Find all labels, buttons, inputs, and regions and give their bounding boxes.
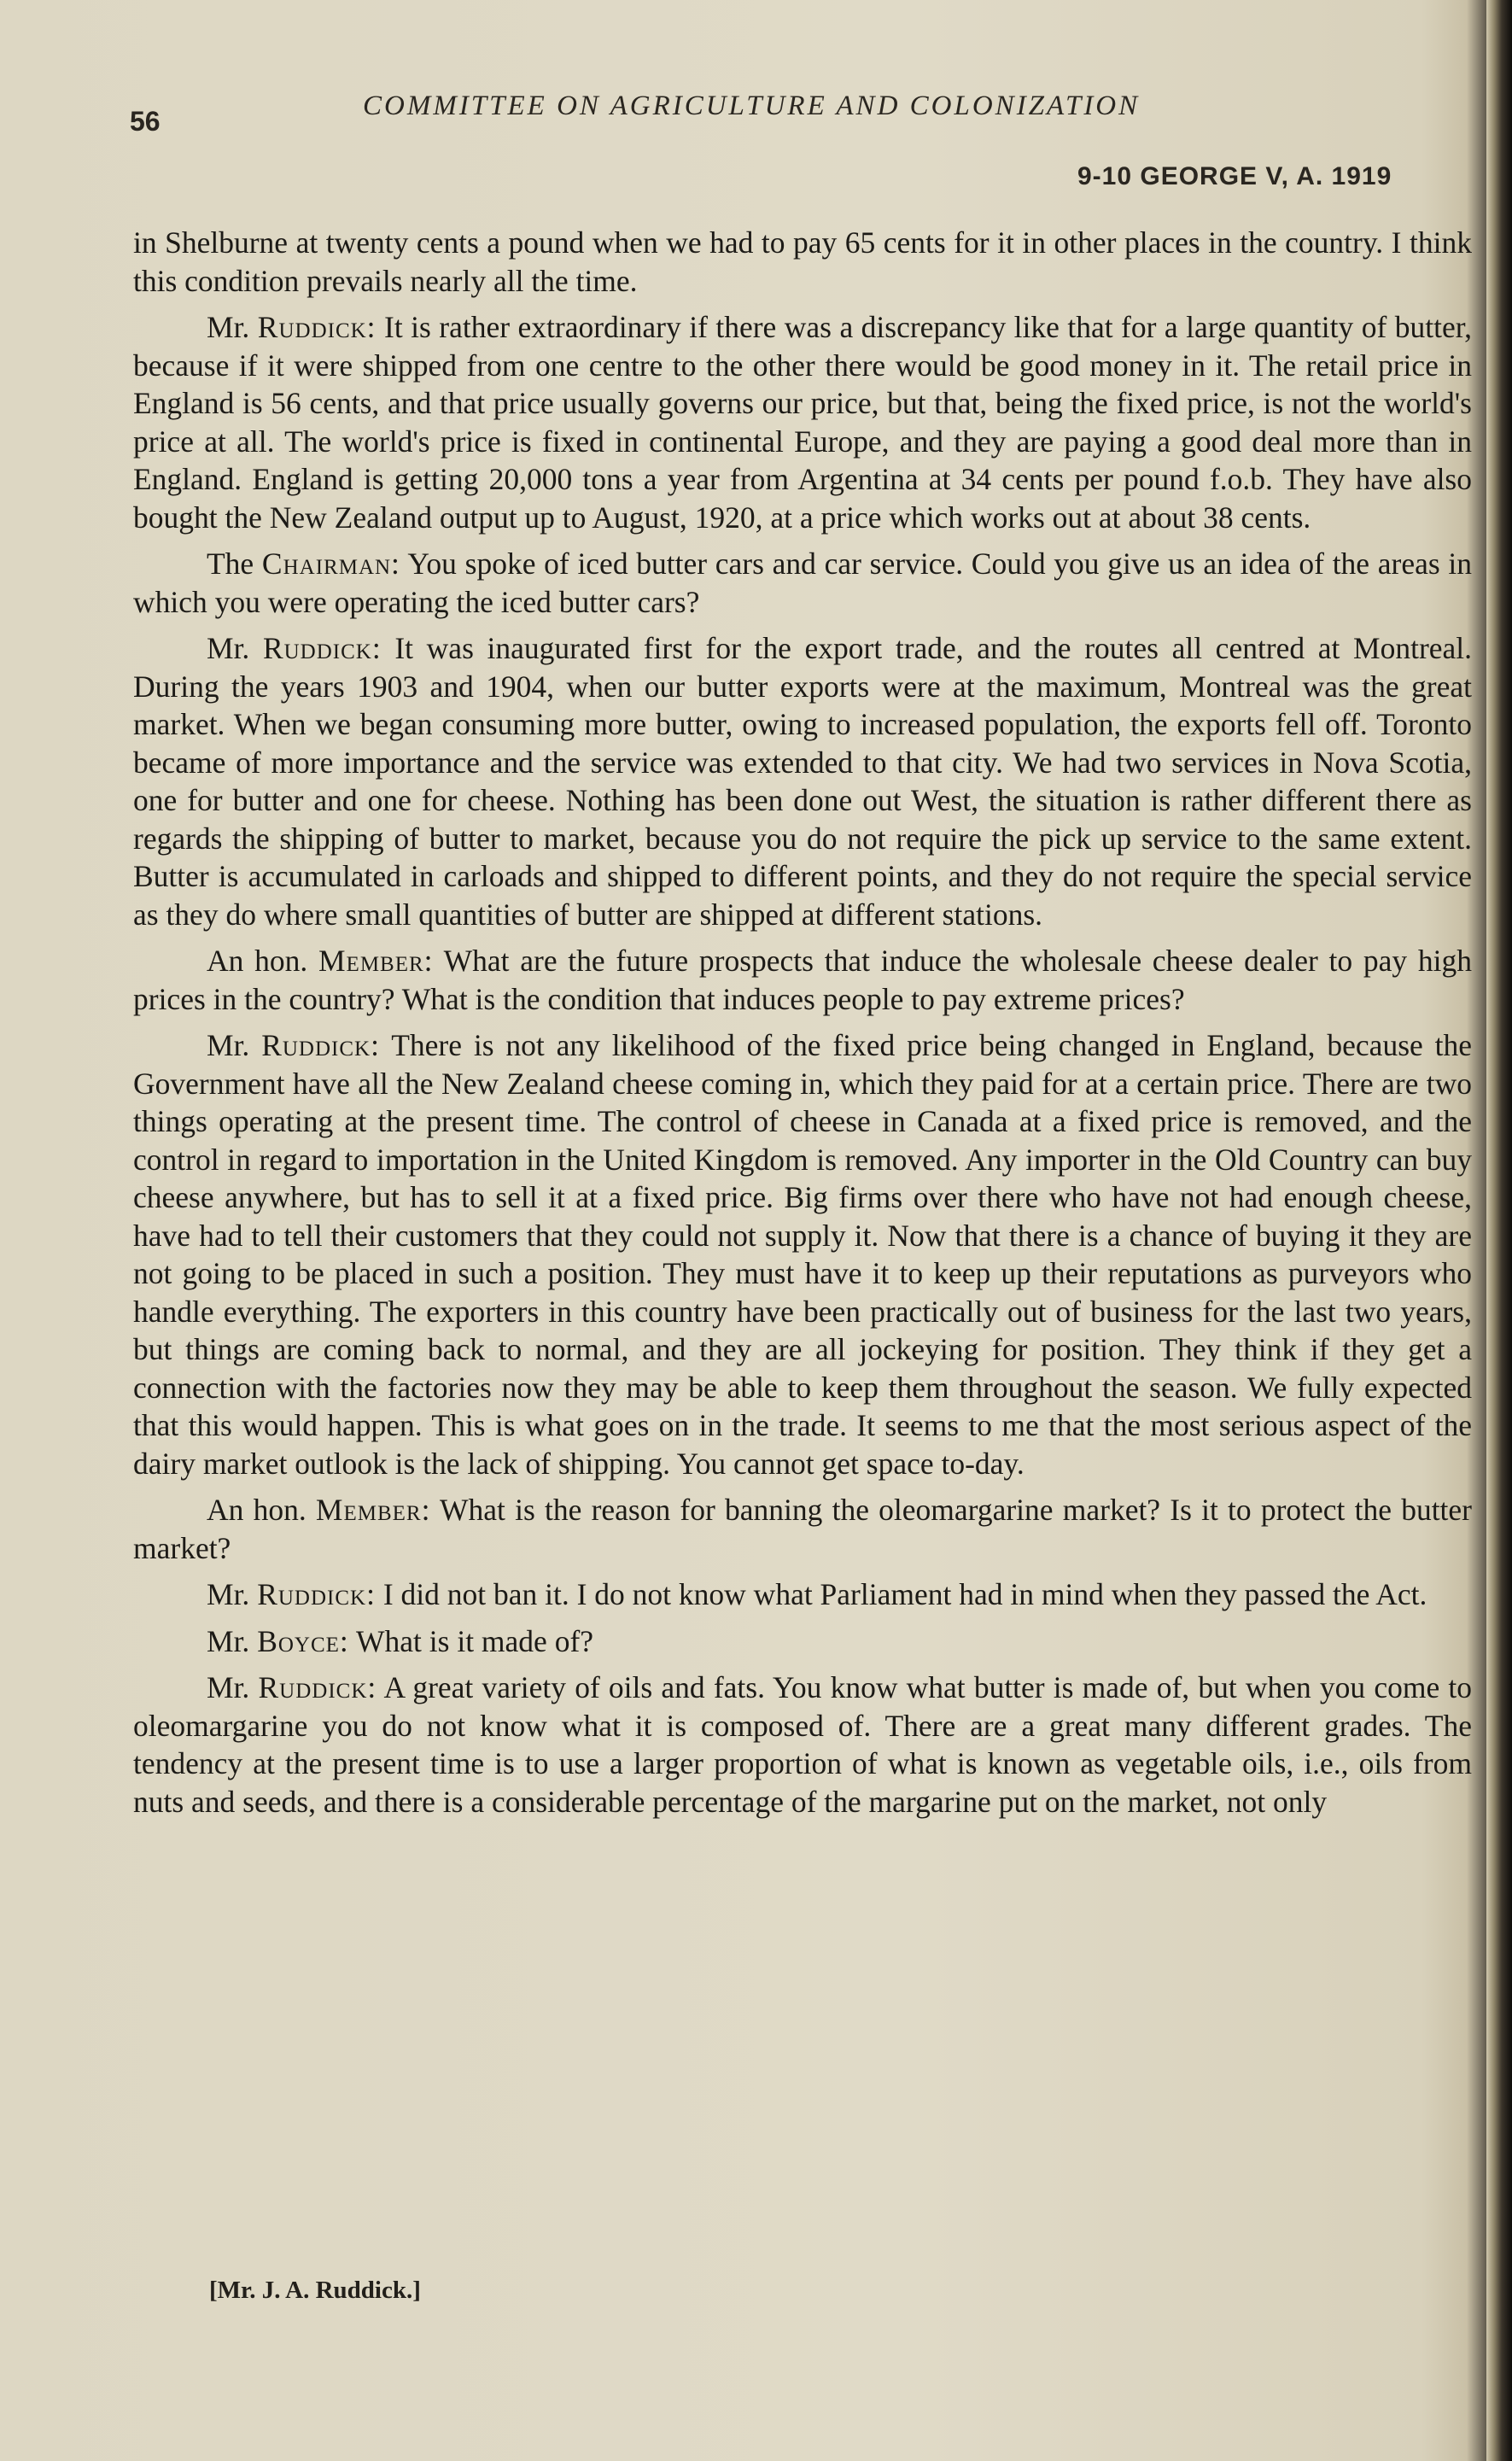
speaker-name: Ruddick: xyxy=(257,1577,376,1611)
speaker-prefix: Mr. xyxy=(207,1623,250,1658)
paragraph-text: It is rather extraordinary if there was a discrepancy like that for a large quantity of butter, because if it were shipped from one centre to the other there would be good money in it. The retail price in England is 56 cents, and that price usually governs our price, but that, being the fixed price, is not the world's price at all. The world's price is fixed in continental Europe, and they are paying a good deal more than in England. England is getting 20,000 tons a year from Argentina at 34 cents per pound f.o.b. They have also bought the New Zealand output up to August, 1920, at a price which works out at about 38 cents. xyxy=(133,310,1472,535)
paragraph-text: There is not any likelihood of the fixed price being changed in England, because the Government have all the New Zealand cheese coming in, which they paid for at a certain price. There are two things operating at the present time. The control of cheese in Canada at a fixed price is removed, and the control in regard to importation in the United Kingdom is removed. Any importer in the Old Country can buy cheese anywhere, but has to sell it at a fixed price. Big firms over there who have not had enough cheese, have had to tell their customers that they could not supply it. Now that there is a chance of buying it they are not going to be placed in such a position. They must have it to keep up their reputations as purveyors who handle everything. The exporters in this country have been practically out of business for the last two years, but things are coming back to normal, and they are all jockeying for position. They think if they get a connection with the factories now they may be able to keep them throughout the season. We fully expected that this would happen. This is what goes on in the trade. It seems to me that the most serious aspect of the dairy market outlook is the lack of shipping. You cannot get space to-day. xyxy=(133,1028,1473,1481)
book-spine-shadow xyxy=(1486,0,1512,2461)
speaker-name: Member: xyxy=(318,944,434,978)
speaker-prefix: Mr. xyxy=(207,1577,250,1611)
paragraph xyxy=(133,1669,1472,1821)
paragraph xyxy=(133,629,1472,933)
speaker-prefix: Mr. xyxy=(207,310,250,344)
paragraph xyxy=(133,224,1472,300)
speaker-prefix: An hon. xyxy=(207,944,308,978)
paragraph xyxy=(133,1491,1472,1567)
body-text xyxy=(133,224,1472,1829)
page-number: 56 xyxy=(130,106,161,137)
speaker-name: Boyce: xyxy=(257,1623,349,1658)
running-head: COMMITTEE ON AGRICULTURE AND COLONIZATION xyxy=(363,91,1141,121)
paragraph-text: What are the future prospects that induce the wholesale cheese dealer to pay high prices in the country? What is the condition that induces people to pay extreme prices? xyxy=(133,944,1473,1016)
paragraph xyxy=(133,1575,1472,1614)
speaker-name: Ruddick: xyxy=(262,631,382,665)
paragraph xyxy=(133,942,1472,1018)
paragraph-text: What is it made of? xyxy=(356,1623,594,1658)
speaker-prefix: An hon. xyxy=(207,1493,306,1527)
paragraph xyxy=(133,1622,1472,1661)
paragraph-text: in Shelburne at twenty cents a pound when we had to pay 65 cents for it in other places in the country. I think this condition prevails nearly all the time. xyxy=(133,225,1472,298)
speaker-name: Chairman: xyxy=(261,547,400,581)
speaker-prefix: Mr. xyxy=(207,631,250,665)
paragraph-text: A great variety of oils and fats. You know what butter is made of, but when you come to oleomargarine you do not know what it is composed of. There are a great many different grades. The tendency at the present time is to use a larger proportion of what is known as vegetable oils, i.e., oils from nuts and seeds, and there is a considerable percentage of the margarine put on the market, not only xyxy=(133,1670,1473,1819)
speaker-name: Ruddick: xyxy=(261,1028,380,1062)
speaker-prefix: The xyxy=(207,547,254,581)
speaker-name: Ruddick: xyxy=(257,310,377,344)
paragraph-text: It was inaugurated first for the export trade, and the routes all centred at Montreal. During the years 1903 and 1904, when our butter exports were at the maximum, Montreal was the great market. When we began consuming more butter, owing to increased population, the exports fell off. Toronto became of more importance and the service was extended to that city. We had two services in Nova Scotia, one for butter and one for cheese. Nothing has been done out West, the situation is rather different there as regards the shipping of butter to market, because you do not require the pick up service to the same extent. Butter is accumulated in carloads and shipped to different points, and they do not require the special service as they do where small quantities of butter are shipped at different stations. xyxy=(133,631,1473,932)
speaker-name: Ruddick: xyxy=(258,1670,377,1704)
paragraph xyxy=(133,308,1472,536)
paragraph xyxy=(133,1026,1472,1482)
speaker-prefix: Mr. xyxy=(207,1028,250,1062)
speaker-signature: [Mr. J. A. Ruddick.] xyxy=(209,2277,421,2304)
paragraph xyxy=(133,545,1472,621)
session-reference: 9-10 GEORGE V, A. 1919 xyxy=(1077,162,1392,190)
speaker-name: Member: xyxy=(315,1493,431,1527)
speaker-prefix: Mr. xyxy=(207,1670,250,1704)
paragraph-text: You spoke of iced butter cars and car service. Could you give us an idea of the areas in which you were operating the iced butter cars? xyxy=(133,547,1473,619)
paragraph-text: What is the reason for banning the oleomargarine market? Is it to protect the butter market? xyxy=(133,1493,1472,1565)
paragraph-text: I did not ban it. I do not know what Parliament had in mind when they passed the Act. xyxy=(382,1577,1427,1611)
